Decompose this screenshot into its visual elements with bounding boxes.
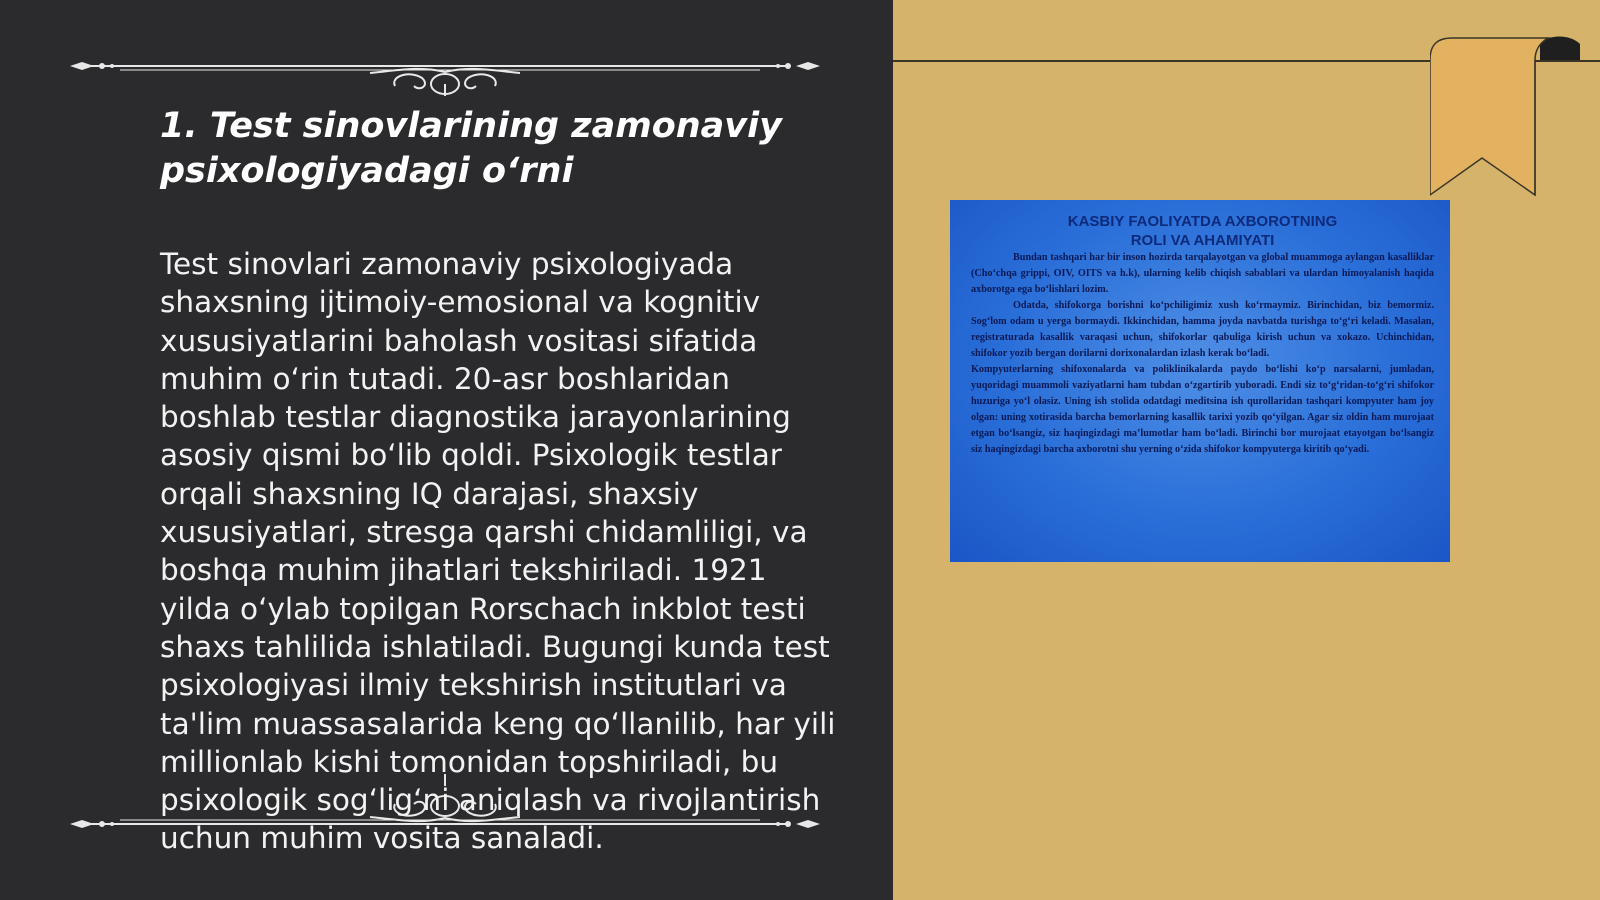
document-title-line-2: ROLI VA AHAMIYATI: [1130, 232, 1275, 249]
ornament-divider-icon: [60, 40, 830, 100]
document-paragraph: Bundan tashqari har bir inson hozirda tarqalayotgan va global muammoga aylangan kasalliklar (Cho‘chqa grippi, OIV, OITS va h.k), ularning kelib chiqish sabablari va ulardan himoyalanish haqida axborotga ega bo‘lishlari lozim.: [971, 252, 1434, 295]
document-paragraph: Kompyuterlarning shifoxonalarda va poliklinikalarda paydo bo‘lishi ko‘p narsalarni, jumladan, yuqoridagi muammoli vaziyatlarni ham tubdan o‘zgartirib yuboradi. Endi siz to‘g‘ridan-to‘g‘ri shifokor huzuriga yo‘l olasiz. Uning ish stolida odatdagi meditsina ish qurollaridan tashqari kompyuter ham joy olgan: uning xotirasida barcha bemorlarning kasallik tarixi yozib qo‘yilgan. Agar siz oldin ham murojaat etgan bo‘lsangiz, siz haqingizdagi ma’lumotlar ham bo‘ladi. Birinchi bor murojaat etayotgan bo‘lsangiz siz haqingizdagi barcha axborotni shu yerning o‘zida shifokor kompyuterga kiritib qo‘yadi.: [971, 364, 1434, 455]
document-image: [950, 200, 1450, 562]
slide-body-text: Test sinovlari zamonaviy psixologiyada shaxsning ijtimoiy-emosional va kognitiv xususiyatlarini baholash vositasi sifatida muhim o‘rin tutadi. 20-asr boshlaridan boshlab testlar diagnostika jarayonlarining asosiy qismi bo‘lib qoldi. Psixologik testlar orqali shaxsning IQ darajasi, shaxsiy xususiyatlari, stresga qarshi chidamliligi, va boshqa muhim jihatlari tekshiriladi. 1921 yilda o‘ylab topilgan Rorschach inkblot testi shaxs tahlilida ishlatiladi. Bugungi kunda test psixologiyasi ilmiy tekshirish institutlari va ta'lim muassasalarida keng qo‘llanilib, har yili millionlab kishi tomonidan topshiriladi, bu psixologik sog‘lig‘ni aniqlash va rivojlantirish uchun muhim vosita sanaladi.: [160, 247, 836, 856]
document-paragraph: Odatda, shifokorga borishni ko‘pchiligimiz xush ko‘rmaymiz. Birinchidan, biz bemormiz. Sog‘lom odam u yerga bormaydi. Ikkinchidan, hamma joyda navbatda turishga to‘g‘ri keladi. Masalan, registraturada kasallik varaqasi uchun, shifokorlar qabuliga kirish uchun va xokazo. Uchinchidan, shifokor yozib bergan dorilarni dorixonalardan izlash kerak bo‘ladi.: [971, 300, 1434, 359]
document-title-line-1: KASBIY FAOLIYATDA AXBOROTNING: [1067, 213, 1338, 230]
slide-title: [160, 104, 820, 194]
bookmark-icon: [1430, 30, 1600, 205]
slide-title-line-2: psixologiyadagi o‘rni: [160, 151, 574, 191]
slide-title-line-1: 1. Test sinovlarining zamonaviy: [160, 106, 782, 146]
